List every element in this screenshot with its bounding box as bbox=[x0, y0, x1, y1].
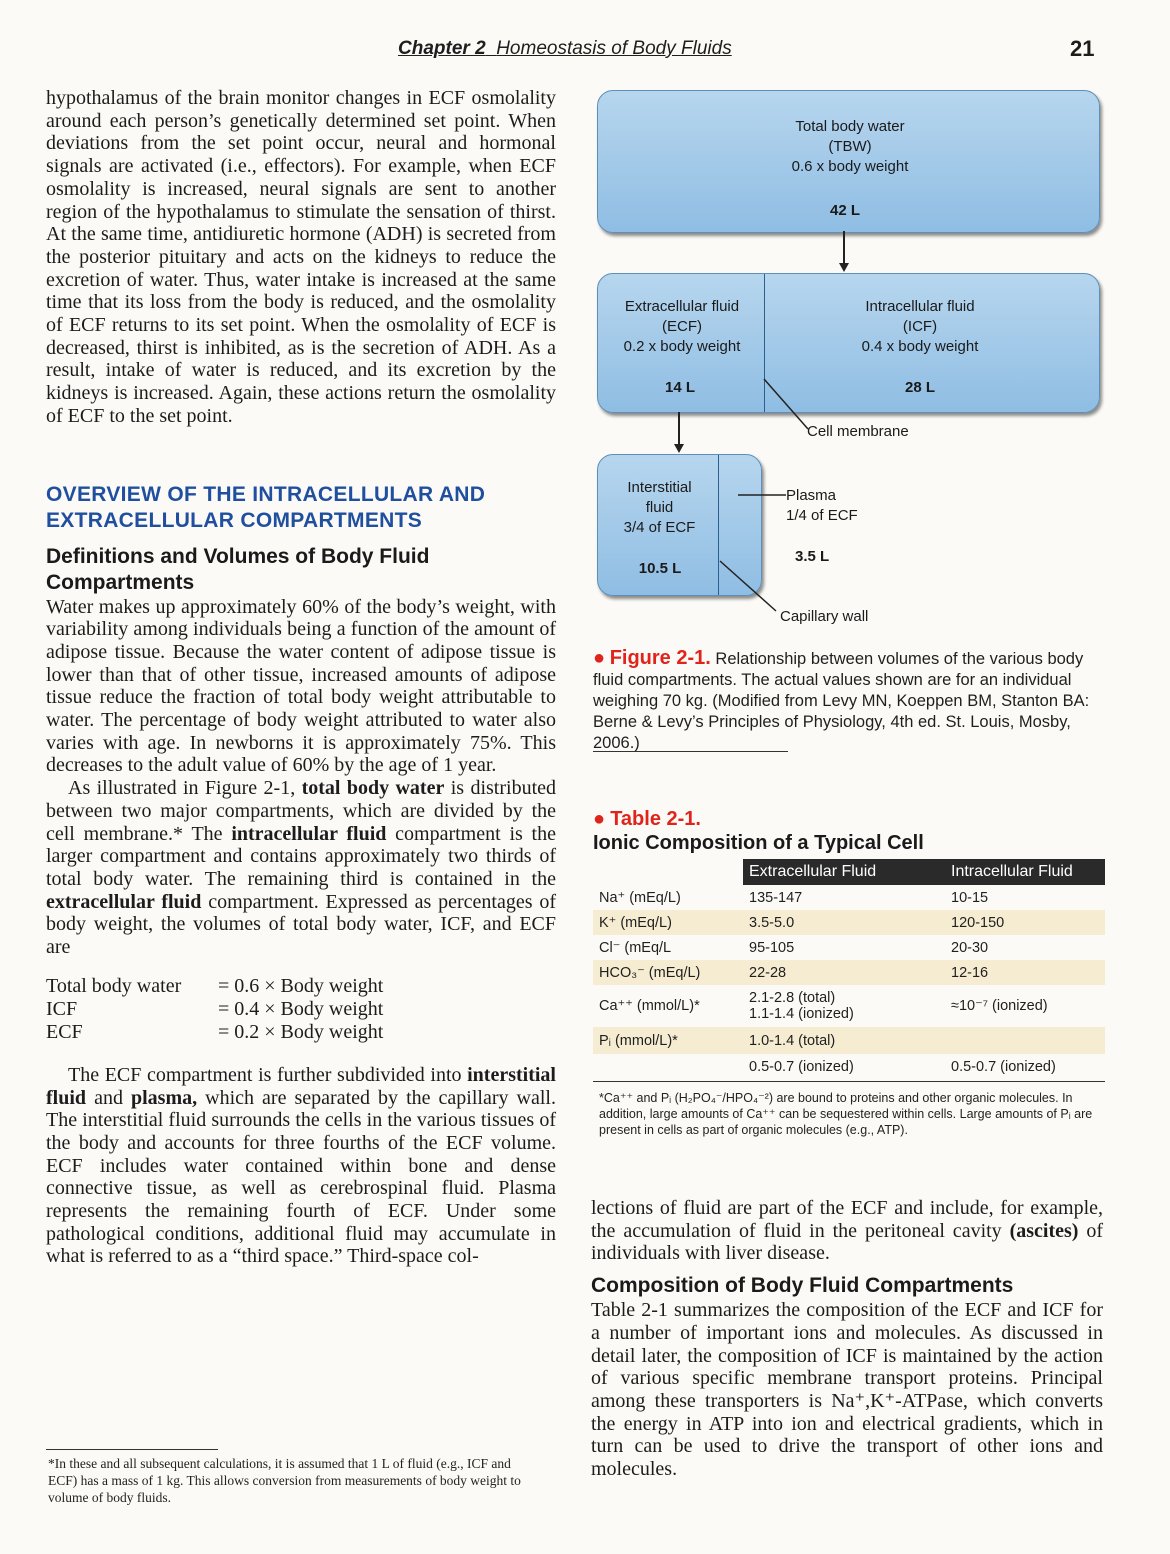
ecf-cell: 0.5-0.7 (ionized) bbox=[743, 1054, 945, 1081]
text: The ECF compartment is further subdivided into bbox=[68, 1063, 468, 1086]
term-interstitial-fluid: interstitial fluid bbox=[46, 1063, 556, 1109]
cell-membrane-label: Cell membrane bbox=[807, 423, 909, 440]
table-label: Table 2-1. bbox=[610, 808, 701, 830]
ion-cell: Cl⁻ (mEq/L bbox=[593, 935, 743, 960]
icf-volume: 28 L bbox=[904, 379, 935, 396]
table-row bbox=[593, 885, 1105, 910]
plasma-label bbox=[786, 486, 866, 526]
caption-rule bbox=[593, 751, 788, 752]
table-header-row bbox=[593, 859, 1105, 885]
arrow-tbw-to-icf bbox=[835, 231, 855, 273]
ecf-label bbox=[602, 297, 762, 357]
ecf-cell bbox=[743, 985, 945, 1027]
icf-label bbox=[830, 297, 1010, 357]
text: As illustrated in Figure 2-1, bbox=[68, 777, 302, 800]
isf-label bbox=[602, 478, 717, 538]
equation-row bbox=[46, 998, 556, 1021]
ion-cell: HCO₃⁻ (mEq/L) bbox=[593, 960, 743, 985]
subheading-definitions: Definitions and Volumes of Body Fluid Compartments bbox=[46, 544, 430, 594]
paragraph-ecf-subdivision bbox=[46, 1064, 556, 1268]
table-label-line bbox=[593, 808, 1105, 831]
left-column bbox=[46, 87, 556, 1268]
ecf-cell: 95-105 bbox=[743, 935, 945, 960]
term-extracellular-fluid: extracellular fluid bbox=[46, 890, 202, 913]
equation-row bbox=[46, 1021, 556, 1044]
isf-volume: 10.5 L bbox=[638, 560, 682, 577]
equation-lhs: ECF bbox=[46, 1020, 83, 1043]
term-intracellular-fluid: intracellular fluid bbox=[231, 822, 387, 845]
table-row bbox=[593, 960, 1105, 985]
ion-cell: Pᵢ (mmol/L)* bbox=[593, 1027, 743, 1054]
table-title: Ionic Composition of a Typical Cell bbox=[593, 832, 924, 854]
equation-rhs: = 0.4 × Body weight bbox=[218, 997, 384, 1020]
isf-fraction: 3/4 of ECF bbox=[623, 519, 696, 536]
text: of individuals with liver disease. bbox=[591, 1219, 1103, 1265]
footnote: *In these and all subsequent calculations, it is assumed that 1 L of fluid (e.g., ICF and ECF) has a mass of 1 kg. This allows conversion from measurements of body weight to volume of body fluids. bbox=[48, 1456, 521, 1505]
plasma-pointer bbox=[738, 485, 790, 505]
equations bbox=[46, 975, 556, 1044]
text: lections of fluid are part of the ECF and include, for example, the accumulation of fluid in the peritoneal cavity bbox=[591, 1197, 1103, 1242]
capillary-wall-pointer bbox=[716, 557, 786, 617]
ecf-abbrev: (ECF) bbox=[662, 318, 702, 335]
figure-caption-text: Relationship between volumes of the various body fluid compartments. The actual values shown are for an individual weighing 70 kg. (Modified from Levy MN, Koeppen BM, Stanton BA: Berne & Levy’s Principles of Physiology, 4th ed. St. Louis, Mosby, 2006.) bbox=[593, 650, 1090, 752]
tbw-title: Total body water bbox=[795, 118, 905, 135]
bullet-icon: ● bbox=[593, 647, 606, 669]
tbw-volume: 42 L bbox=[829, 202, 860, 219]
term-ascites: (ascites) bbox=[1009, 1219, 1079, 1242]
ion-cell bbox=[593, 1054, 743, 1081]
paragraph-composition: Table 2-1 summarizes the composition of the ECF and ICF for a number of important ions and molecules. As discussed in detail later, the composition of ICF is maintained by the action of various specific membrane transport proteins. Principal among these transporters is Na⁺,K⁺-ATPase, which converts the energy in ATP into ion and electrical gradients, which in turn can be used to drive the transport of other ions and molecules. bbox=[591, 1299, 1103, 1481]
icf-cell bbox=[945, 1027, 1105, 1054]
plasma-fraction: 1/4 of ECF bbox=[786, 507, 858, 524]
equation-lhs: Total body water bbox=[46, 974, 182, 997]
section-heading: OVERVIEW OF THE INTRACELLULAR AND EXTRACELLULAR COMPARTMENTS bbox=[46, 482, 486, 532]
equation-lhs: ICF bbox=[46, 997, 78, 1020]
subheading-composition: Composition of Body Fluid Compartments bbox=[591, 1274, 1014, 1298]
running-head bbox=[398, 38, 732, 60]
isf-title-2: fluid bbox=[645, 499, 674, 516]
page-header bbox=[0, 36, 1170, 66]
ecf-cell: 3.5-5.0 bbox=[743, 910, 945, 935]
icf-title: Intracellular fluid bbox=[865, 298, 975, 315]
icf-cell: 20-30 bbox=[945, 935, 1105, 960]
icf-cell: 10-15 bbox=[945, 885, 1105, 910]
figure-caption bbox=[593, 648, 1105, 754]
text: compartment. Expressed as percentages of body weight, the volumes of total body water, ICF, and ECF are bbox=[46, 890, 556, 959]
footnote-rule bbox=[46, 1449, 218, 1450]
paragraph-compartments bbox=[46, 777, 556, 959]
column-header-ecf: Extracellular Fluid bbox=[743, 859, 945, 885]
arrow-ecf-to-isf bbox=[670, 412, 690, 454]
equation-rhs: = 0.6 × Body weight bbox=[218, 974, 384, 997]
plasma-title: Plasma bbox=[786, 487, 837, 504]
capillary-wall-label: Capillary wall bbox=[780, 608, 869, 625]
tbw-label bbox=[750, 117, 950, 177]
icf-fraction: 0.4 x body weight bbox=[861, 338, 979, 355]
tbw-fraction: 0.6 x body weight bbox=[791, 158, 909, 175]
icf-cell: 0.5-0.7 (ionized) bbox=[945, 1054, 1105, 1081]
ecf-title: Extracellular fluid bbox=[624, 298, 740, 315]
paragraph-third-space-cont bbox=[591, 1197, 1103, 1265]
ecf-fraction: 0.2 x body weight bbox=[623, 338, 741, 355]
plasma-volume: 3.5 L bbox=[795, 548, 830, 565]
table-row bbox=[593, 935, 1105, 960]
tbw-abbrev: (TBW) bbox=[828, 138, 872, 155]
text: compartment is the larger compartment and contains approximately two thirds of total body water. The remaining third is contained in the bbox=[46, 822, 556, 890]
page-number: 21 bbox=[1070, 36, 1095, 61]
icf-abbrev: (ICF) bbox=[902, 318, 938, 335]
chapter-title: Homeostasis of Body Fluids bbox=[496, 38, 732, 59]
table-row bbox=[593, 1027, 1105, 1054]
term-plasma: plasma, bbox=[130, 1086, 198, 1109]
ecf-total: 2.1-2.8 (total) bbox=[749, 990, 836, 1006]
icf-cell: 12-16 bbox=[945, 960, 1105, 985]
equation-rhs: = 0.2 × Body weight bbox=[218, 1020, 384, 1043]
ecf-volume: 14 L bbox=[664, 379, 695, 396]
table-header-empty bbox=[593, 859, 743, 885]
ecf-cell: 1.0-1.4 (total) bbox=[743, 1027, 945, 1054]
term-total-body-water: total body water bbox=[301, 777, 445, 800]
table-footnote: *Ca⁺⁺ and Pᵢ (H₂PO₄⁻/HPO₄⁻²) are bound to proteins and other organic molecules. In addition, large amounts of Ca⁺⁺ can be sequestered within cells. Large amounts of Pᵢ are present in cells as part of organic molecules (e.g., ATP). bbox=[599, 1090, 1093, 1137]
ecf-ionized: 1.1-1.4 (ionized) bbox=[749, 1006, 854, 1022]
chapter-number: Chapter 2 bbox=[398, 38, 486, 59]
intro-paragraph: hypothalamus of the brain monitor changes in ECF osmolality around each person’s genetically determined set point. When deviations from the set point occur, neural and hormonal signals are activated (i.e., effectors). For example, when ECF osmolality is increased, neural signals are sent to another region of the hypothalamus to stimulate the sensation of thirst. At the same time, antidiuretic hormone (ADH) is secreted from the posterior pituitary and acts on the kidneys to reduce the excretion of water. Thus, water intake is increased at the same time that its loss from the body is reduced, and the osmolality of ECF returns to its set point. When the osmolality of ECF is decreased, thirst is inhibited, as is the secretion of ADH. As a result, intake of water is reduced, and its excretion by the kidneys is increased. Again, these actions return the osmolality of ECF to the set point. bbox=[46, 87, 556, 427]
icf-cell: ≈10⁻⁷ (ionized) bbox=[945, 985, 1105, 1027]
isf-title: Interstitial bbox=[627, 479, 692, 496]
bullet-icon: ● bbox=[593, 808, 606, 830]
ion-table bbox=[593, 859, 1105, 1082]
ion-cell: Ca⁺⁺ (mmol/L)* bbox=[593, 985, 743, 1027]
table-row bbox=[593, 1054, 1105, 1081]
text: is distributed between two major compartments, which are divided by the cell membrane.* The bbox=[46, 777, 557, 845]
figure-2-1 bbox=[590, 85, 1105, 635]
ecf-cell: 135-147 bbox=[743, 885, 945, 910]
text: which are separated by the capillary wall. The interstitial fluid surrounds the cells in the various tissues of the body and accounts for three fourths of the ECF volume. ECF includes water contained within bone and dense connective tissue, as well as cerebrospinal fluid. Plasma represents the remaining fourth of ECF. Under some pathological conditions, additional fluid may accumulate in what is referred to as a “third space.” Third-space col- bbox=[46, 1086, 556, 1268]
icf-cell: 120-150 bbox=[945, 910, 1105, 935]
table-row bbox=[593, 985, 1105, 1027]
column-header-icf: Intracellular Fluid bbox=[945, 859, 1105, 885]
right-column-text bbox=[591, 1197, 1103, 1481]
ecf-cell: 22-28 bbox=[743, 960, 945, 985]
paragraph-water: Water makes up approximately 60% of the body’s weight, with variability among individuals being a function of the amount of adipose tissue. Because the water content of adipose tissue is lower than that of other tissue, increased amounts of adipose tissue reduce the fraction of total body weight attributable to water. The percentage of body weight attributed to water also varies with age. In newborns it is approximately 75%. This decreases to the adult value of 60% by the age of 1 year. bbox=[46, 595, 556, 777]
figure-label: Figure 2-1. bbox=[609, 647, 711, 669]
text: and bbox=[86, 1086, 131, 1109]
table-2-1 bbox=[593, 808, 1105, 1138]
ion-cell: Na⁺ (mEq/L) bbox=[593, 885, 743, 910]
equation-row bbox=[46, 975, 556, 998]
table-row bbox=[593, 910, 1105, 935]
ion-cell: K⁺ (mEq/L) bbox=[593, 910, 743, 935]
